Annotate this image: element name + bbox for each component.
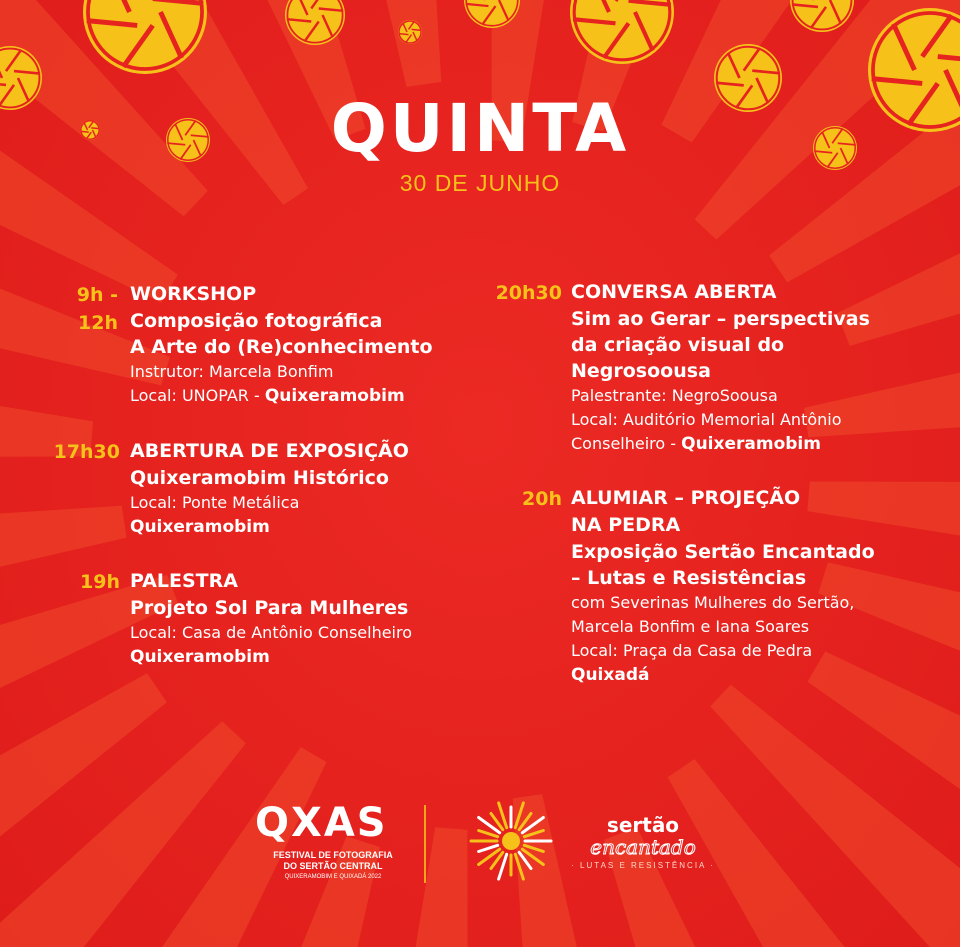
event-type: NA PEDRA [571, 514, 681, 536]
time-start: 20h30 [495, 282, 562, 304]
event-city: Quixeramobim [130, 517, 270, 537]
event-title-line: Negrosoousa [571, 360, 711, 382]
footer-divider [424, 805, 426, 883]
event-location: Conselheiro - [571, 434, 677, 453]
event-location-line [130, 384, 433, 408]
event-title-line: Projeto Sol Para Mulheres [130, 597, 409, 619]
time-end: 12h [78, 312, 118, 334]
qxas-wordmark: QXAS [255, 800, 388, 846]
event-type: CONVERSA ABERTA [571, 281, 777, 303]
event-info-line: Local: Auditório Memorial Antônio [571, 410, 842, 429]
event-time [40, 438, 120, 466]
event-body [130, 438, 409, 539]
event-info-line: com Severinas Mulheres do Sertão, [571, 593, 855, 612]
event-body [571, 279, 870, 456]
qxas-subtitle-line: DO SERTÃO CENTRAL [283, 861, 383, 871]
event-location: Local: UNOPAR - [130, 386, 260, 405]
event-type: PALESTRA [130, 570, 238, 592]
event-city: Quixeramobim [681, 434, 821, 454]
event-title-line: da criação visual do [571, 334, 785, 356]
event-title-line: – Lutas e Resistências [571, 567, 807, 589]
event-title-line: Quixeramobim Histórico [130, 467, 389, 489]
event-body [571, 485, 875, 687]
event-info-line: Local: Praça da Casa de Pedra [571, 641, 813, 660]
event-type: ABERTURA DE EXPOSIÇÃO [130, 440, 409, 462]
qxas-subtitle-line: QUIXERAMOBIM E QUIXADÁ 2022 [284, 874, 382, 880]
time-start: 17h30 [53, 441, 120, 463]
event-type: WORKSHOP [130, 283, 257, 305]
event-location-line [571, 432, 870, 456]
event-time [480, 485, 562, 513]
event-info-line: Local: Casa de Antônio Conselheiro [130, 623, 413, 642]
event-title-line: Composição fotográfica [130, 310, 383, 332]
event-city: Quixeramobim [130, 647, 270, 667]
event-type: ALUMIAR – PROJEÇÃO [571, 487, 801, 509]
event-city: Quixeramobim [264, 386, 405, 406]
qxas-subtitle-line: FESTIVAL DE FOTOGRAFIA [273, 850, 393, 860]
encantado-wordmark: encantado [590, 835, 696, 859]
aperture-icon [570, 0, 674, 64]
event-title-line: A Arte do (Re)conhecimento [130, 336, 433, 358]
event-info-line: Palestrante: NegroSoousa [571, 386, 778, 405]
sertao-tagline: · LUTAS E RESISTÊNCIA · [571, 861, 715, 870]
event-info-line: Instrutor: Marcela Bonfim [130, 362, 334, 381]
sertao-wordmark: sertão [606, 813, 680, 837]
event-title-line: Sim ao Gerar – perspectivas [571, 308, 870, 330]
event-title-line: Exposição Sertão Encantado [571, 541, 875, 563]
event-body [130, 281, 433, 408]
event-info-line: Marcela Bonfim e Iana Soares [571, 617, 810, 636]
sunburst-logo-icon [455, 800, 567, 882]
date-subtitle: 30 DE JUNHO [399, 170, 561, 196]
event-info-line: Local: Ponte Metálica [130, 493, 300, 512]
time-start: 20h [522, 488, 562, 510]
aperture-icon [398, 20, 422, 44]
event-body [130, 568, 412, 669]
event-time [480, 279, 562, 307]
event-time [40, 281, 118, 337]
time-start: 9h - [76, 284, 118, 306]
event-city: Quixadá [571, 665, 650, 685]
event-time [40, 568, 120, 596]
aperture-icon [790, 0, 854, 32]
time-start: 19h [80, 571, 120, 593]
day-title: QUINTA [330, 90, 630, 167]
